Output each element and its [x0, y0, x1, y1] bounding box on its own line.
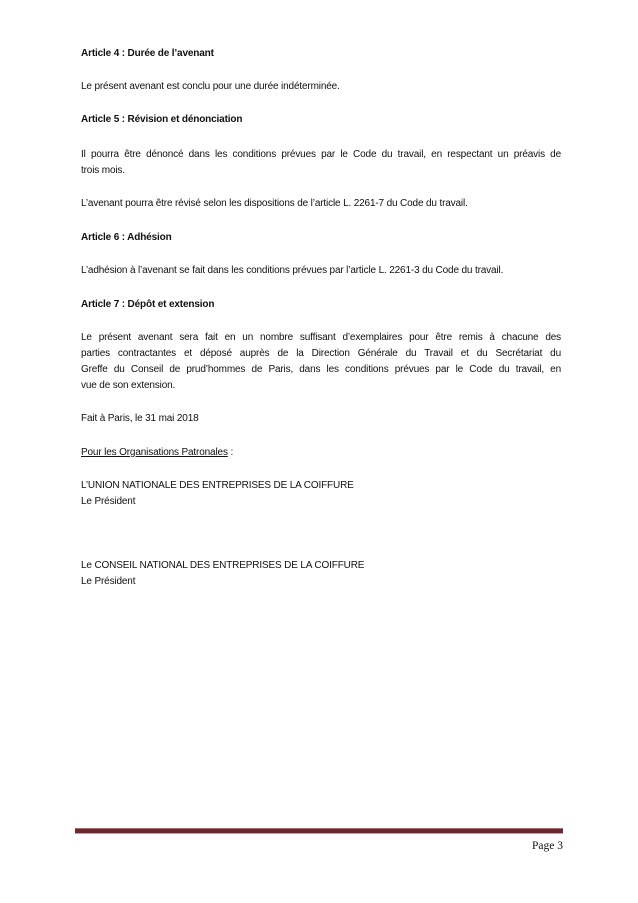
article-5-paragraph-2: L’avenant pourra être révisé selon les dispositions de l’article L. 2261-7 du Code du travail.	[81, 198, 468, 209]
article-6-heading: Article 6 : Adhésion	[81, 232, 172, 243]
article-7-line: Le présent avenant sera fait en un nombre suffisant d’exemplaires pour être remis à chacune des	[81, 332, 561, 343]
signatories-label	[81, 446, 561, 460]
footer-rule	[75, 829, 563, 833]
article-6-text: L’adhésion à l’avenant se fait dans les conditions prévues par l’article L. 2261-3 du Code du travail.	[81, 265, 504, 276]
article-4-text: Le présent avenant est conclu pour une durée indéterminée.	[81, 81, 340, 92]
org-1-role: Le Président	[81, 496, 136, 507]
article-4-heading: Article 4 : Durée de l’avenant	[81, 48, 214, 59]
article-7-heading: Article 7 : Dépôt et extension	[81, 299, 215, 310]
signatories-label-text: Pour les Organisations Patronales	[81, 447, 228, 458]
page-number: Page 3	[532, 840, 563, 852]
signatories-label-colon: :	[227, 447, 234, 458]
org-2-name: Le CONSEIL NATIONAL DES ENTREPRISES DE LA COIFFURE	[81, 560, 365, 571]
article-7-line: Greffe du Conseil de prud’hommes de Paris, dans les conditions prévues par le Code du travail, en	[81, 364, 561, 375]
article-7-line: vue de son extension.	[81, 380, 176, 391]
article-5-paragraph-1-line: trois mois.	[81, 165, 125, 176]
org-1-name: L’UNION NATIONALE DES ENTREPRISES DE LA COIFFURE	[81, 480, 354, 491]
article-7-line: parties contractantes et déposé auprès de la Direction Générale du Travail et du Secrétariat du	[81, 348, 561, 359]
org-2-role: Le Président	[81, 576, 136, 587]
article-5-paragraph-1-line: Il pourra être dénoncé dans les conditions prévues par le Code du travail, en respectant un préavis de	[81, 149, 561, 160]
place-date: Fait à Paris, le 31 mai 2018	[81, 413, 199, 424]
article-5-heading: Article 5 : Révision et dénonciation	[81, 114, 243, 125]
